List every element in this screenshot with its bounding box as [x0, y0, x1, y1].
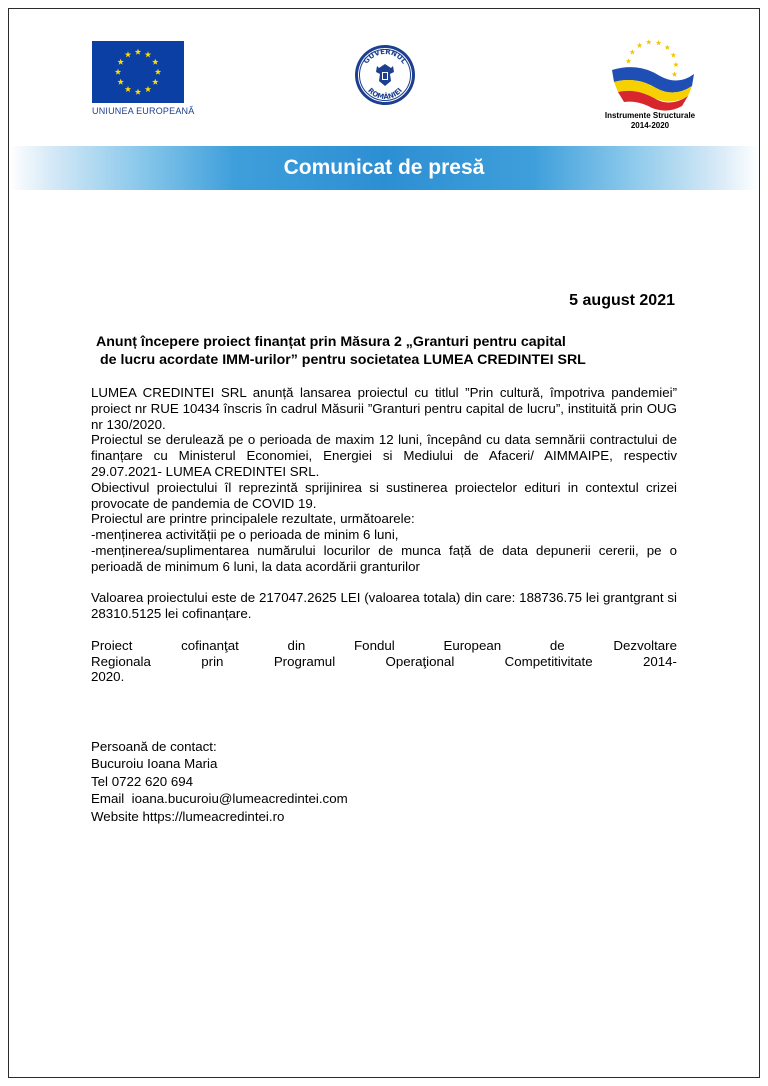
is-caption-years: 2014-2020 — [630, 121, 670, 130]
paragraph-objective: Obiectivul proiectului îl reprezintă sprijinirea si sustinerea proiectelor edituri in contextul crizei provocate de pandemia de COVID 19. — [91, 479, 677, 511]
contact-email: Email ioana.bucuroiu@lumeacredintei.com — [91, 791, 348, 807]
eu-star-icon — [135, 49, 141, 55]
paragraph-cofinancing: Proiect cofinanţat din Fondul European de Dezvoltare Regionala prin Programul Operaţional Competitivitate 2014-2020. — [91, 637, 677, 685]
is-star-icon — [646, 39, 652, 44]
eu-star-icon — [115, 69, 121, 75]
gov-logo-text-top: GUVERNUL — [362, 47, 408, 66]
banner-title: Comunicat de presă — [283, 156, 485, 179]
headline-line-2: de lucru acordate IMM-urilor” pentru societatea LUMEA CREDINTEI SRL — [100, 352, 586, 368]
headline-line-1: Anunț începere proiect finanțat prin Măsura 2 „Granturi pentru capital — [96, 334, 566, 350]
contact-phone: Tel 0722 620 694 — [91, 773, 194, 789]
press-release-banner — [9, 146, 759, 190]
eu-star-icon — [117, 59, 123, 65]
eu-star-icon — [145, 86, 151, 92]
gov-logo-text-bottom: ROMÂNIEI — [366, 86, 404, 102]
is-star-icon — [673, 62, 679, 67]
eu-star-icon — [155, 69, 161, 75]
release-date: 5 august 2021 — [569, 292, 675, 309]
eu-star-icon — [117, 79, 123, 85]
contact-name: Bucuroiu Ioana Maria — [91, 756, 218, 772]
eu-star-icon — [125, 51, 131, 57]
paragraph-result-1: -menținerea activității pe o perioada de minim 6 luni, — [91, 527, 399, 543]
eu-flag-logo — [92, 41, 184, 103]
is-caption-title: Instrumente Structurale — [604, 111, 696, 120]
headline — [96, 333, 656, 369]
is-star-icon — [664, 45, 670, 50]
contact-block — [91, 738, 348, 825]
eu-star-icon — [152, 59, 158, 65]
paragraph-results-intro: Proiectul are printre principalele rezultate, următoarele: — [91, 511, 415, 527]
is-star-icon — [656, 40, 662, 45]
is-star-icon — [637, 42, 643, 47]
eu-star-icon — [135, 89, 141, 95]
is-star-icon — [626, 58, 632, 63]
eu-star-icon — [152, 79, 158, 85]
eu-star-icon — [125, 86, 131, 92]
paragraph-announcement: LUMEA CREDINTEI SRL anunță lansarea proiectul cu titlul ”Prin cultură, împotriva pandemiei” proiect nr RUE 10434 înscris în cadrul Măsurii ”Granturi pentru capital de lucru”, instituită prin OUG nr 130/2020. — [91, 385, 677, 432]
paragraph-result-2: -menținerea/suplimentarea numărului locurilor de munca față de data depunerii cererii, pe o perioadă de minimum 6 luni, la data acordării granturilor — [91, 542, 677, 574]
paragraph-duration: Proiectul se derulează pe o perioada de maxim 12 luni, începând cu data semnării contractului de finanțare cu Ministerul Economiei, Energiei si Mediului de Afaceri/ AIMMAIPE, respectiv 29.07.2021- LUMEA CREDINTEI SRL. — [91, 432, 677, 479]
romanian-government-logo — [354, 44, 416, 106]
eu-star-icon — [145, 51, 151, 57]
eu-logo-caption: UNIUNEA EUROPEANĂ — [92, 106, 195, 116]
structural-instruments-logo — [608, 36, 698, 112]
body-text — [91, 385, 677, 685]
is-star-icon — [671, 52, 677, 57]
contact-heading: Persoană de contact: — [91, 739, 217, 754]
structural-instruments-caption — [600, 111, 700, 131]
paragraph-value: Valoarea proiectului este de 217047.2625 LEI (valoarea totala) din care: 188736.75 lei grantgrant si 28310.5125 lei cofinanțare. — [91, 590, 677, 622]
is-star-icon — [630, 49, 636, 54]
contact-website: Website https://lumeacredintei.ro — [91, 808, 285, 824]
is-star-icon — [672, 71, 678, 76]
